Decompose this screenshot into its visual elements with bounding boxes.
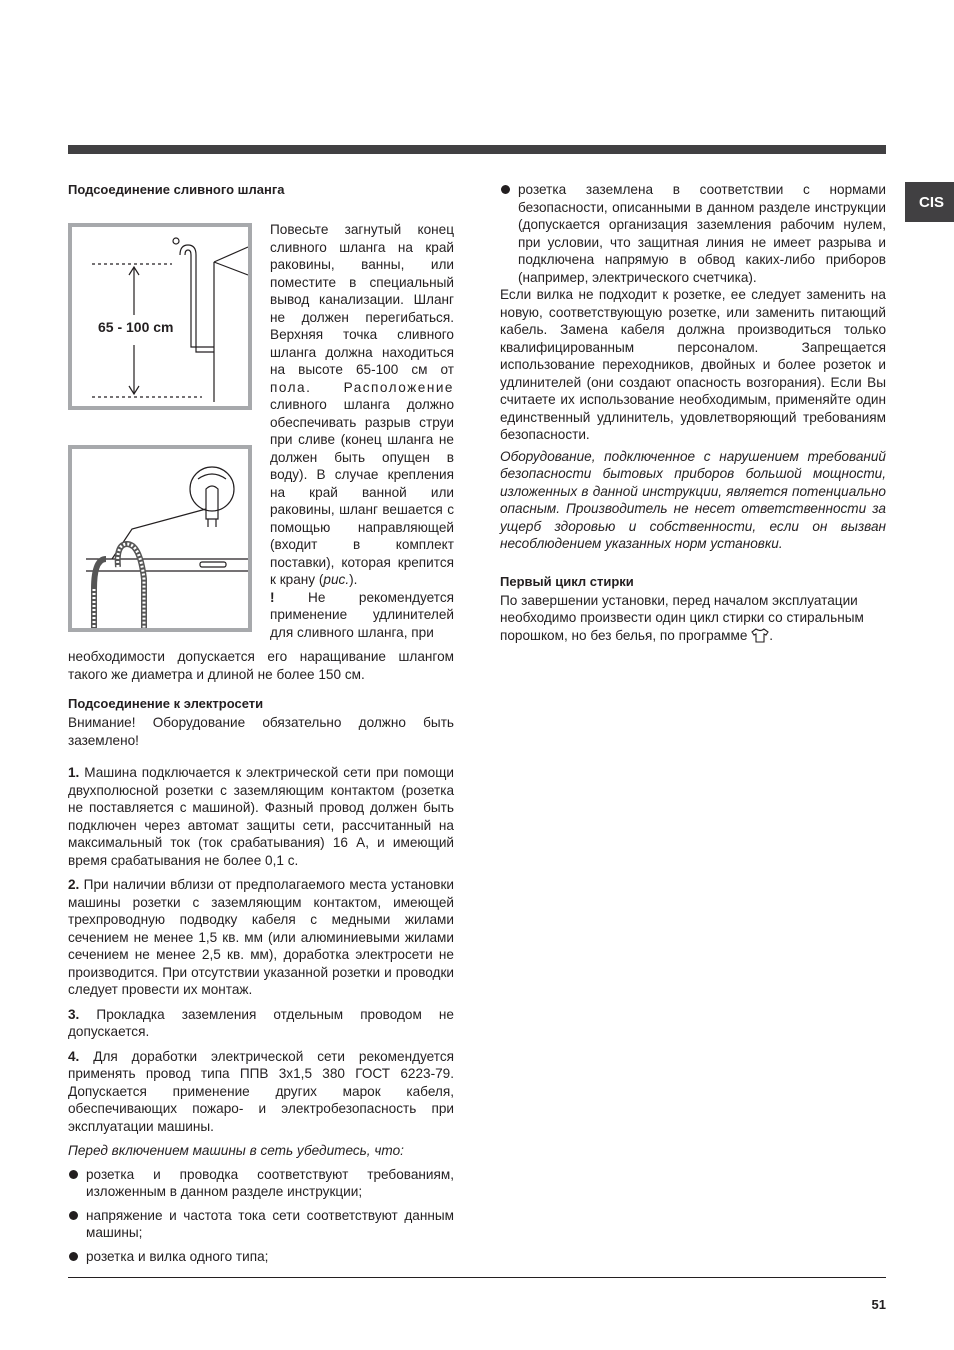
electric-item-2: 2. При наличии вблизи от предполагаемого места установки машины розетки с заземляющим контактом, имеющей трехпроводную подводку кабеля с медными жилами сечением не менее 1,5 кв. мм (или алюминиевыми жилами сечением не менее 2,5 кв. мм), доработка электросети не производится. При отсутствии указанной розетки и проводки следует провести их монтаж. (68, 877, 454, 997)
plug-paragraph: Если вилка не подходит к розетке, ее следует заменить на новую, соответствующую розетке, или заменить питающий кабель. Замена кабеля должна производиться только квалифицированным персоналом. Запрещается использование переходников, двойных и более розеток и удлинителей (они создают опасность возгорания). Если Вы считаете их использование необходимым, применяйте один единственный удлинитель, удовлетворяющий требованиям безопасности. (500, 287, 886, 442)
list-item: розетка и проводка соответствуют требованиям, изложенным в данном разделе инструкции; (68, 1166, 454, 1201)
electric-item-1: 1. Машина подключается к электрической сети при помощи двухполюсной розетки с заземляющим контактом (розетка не поставляется с машиной). Фазный провод должен быть подключен через автомат защиты сети, рассчитанный на максимальный ток (ток срабатывания) 16 А, и имеющий время срабатывания не более 0,1 с. (68, 765, 454, 868)
drain-text-d: В случае крепления на край ванной или раковины, шланг вешается с помощью направляющей (входит в комплект поставки), которая крепится к крану ( (270, 467, 455, 587)
warning-mark: ! (270, 589, 275, 605)
drain-text-continued: необходимости допускается его наращивание шлангом такого же диаметра и длиной не более 150 см. (68, 649, 454, 682)
ground-warning: Внимание! Оборудование обязательно должно быть заземлено! (68, 715, 454, 748)
electric-heading: Подсоединение к электросети (68, 696, 264, 711)
bullet-icon (69, 1211, 78, 1220)
height-label: 65 - 100 cm (98, 319, 174, 335)
first-cycle-text: По завершении установки, перед началом эксплуатации необходимо произвести один цикл стирки со стиральным порошком, но без белья, по программе . (500, 592, 864, 643)
list-item: розетка и вилка одного типа; (68, 1248, 454, 1266)
electric-item-4: 4. Для доработки электрической сети рекомендуется применять провод типа ППВ 3х1,5 380 ГОСТ 6223-79. Допускается применение других марок кабеля, обеспечивающих пожаро- и электробезопасность при эксплуатации машины. (68, 1048, 454, 1134)
drain-text-b: пола. Расположение (270, 379, 454, 395)
first-cycle-section (500, 573, 886, 645)
hose-height-figure (68, 223, 252, 410)
hose-height-illustration (72, 227, 248, 406)
drain-text-e: Не рекомендуется применение удлинителей для сливного шланга, при (270, 589, 454, 640)
ground-list (500, 181, 886, 286)
list-item: розетка заземлена в соответствии с нормами безопасности, описанными в данном разделе инструкции (допускается организация заземления рабочим нулем, при условии, что защитная линия не имеет разрыва и подключена напрямую в обвод каких-либо приборов (например, электрического счетчика). (500, 181, 886, 286)
safety-disclaimer: Оборудование, подключенное с нарушением требований безопасности бытовых приборов большой мощности, изложенных в данной инструкции, является потенциально опасным. Производитель не несет ответственности за ущерб здоровью и собственности, если он вызван несоблюдением указанных норм установки. (500, 448, 886, 551)
bullet-icon (69, 1170, 78, 1179)
drain-text-c: сливного шланга должно обеспечивать разрыв струи при сливе (конец шланга не должен быть опущен в воду). (270, 397, 454, 482)
drain-hose-heading: Подсоединение сливного шланга (68, 182, 285, 197)
language-tab: CIS (905, 182, 954, 222)
right-column (500, 181, 886, 644)
shirt-icon (751, 628, 769, 643)
footer-rule (68, 1277, 886, 1278)
header-bar (68, 145, 886, 154)
bullet-icon (501, 185, 510, 194)
first-cycle-heading: Первый цикл стирки (500, 573, 634, 589)
fig-reference: рис. (323, 572, 350, 587)
drain-text-d-end: ). (349, 572, 358, 587)
drain-hose-section (68, 200, 455, 682)
electric-item-3: 3. Прокладка заземления отдельным проводом не допускается. (68, 1006, 454, 1039)
drain-text-a: Повесьте загнутый конец сливного шланга на край раковины, ванны, или поместите в специальный вывод канализации. Шланг не должен перегибаться. Верхняя точка сливного шланга должна находиться на высоте 65-100 см от (270, 222, 454, 377)
check-intro: Перед включением машины в сеть убедитесь, что: (68, 1143, 404, 1158)
electric-section (68, 695, 454, 1265)
drain-hose-text (270, 221, 454, 641)
hose-guide-figure (68, 445, 252, 632)
check-list (68, 1166, 454, 1266)
bullet-icon (69, 1252, 78, 1261)
list-item: напряжение и частота тока сети соответствуют данным машины; (68, 1207, 454, 1242)
hose-guide-illustration (72, 449, 248, 628)
page-number: 51 (871, 1297, 886, 1312)
left-column (68, 181, 454, 1271)
